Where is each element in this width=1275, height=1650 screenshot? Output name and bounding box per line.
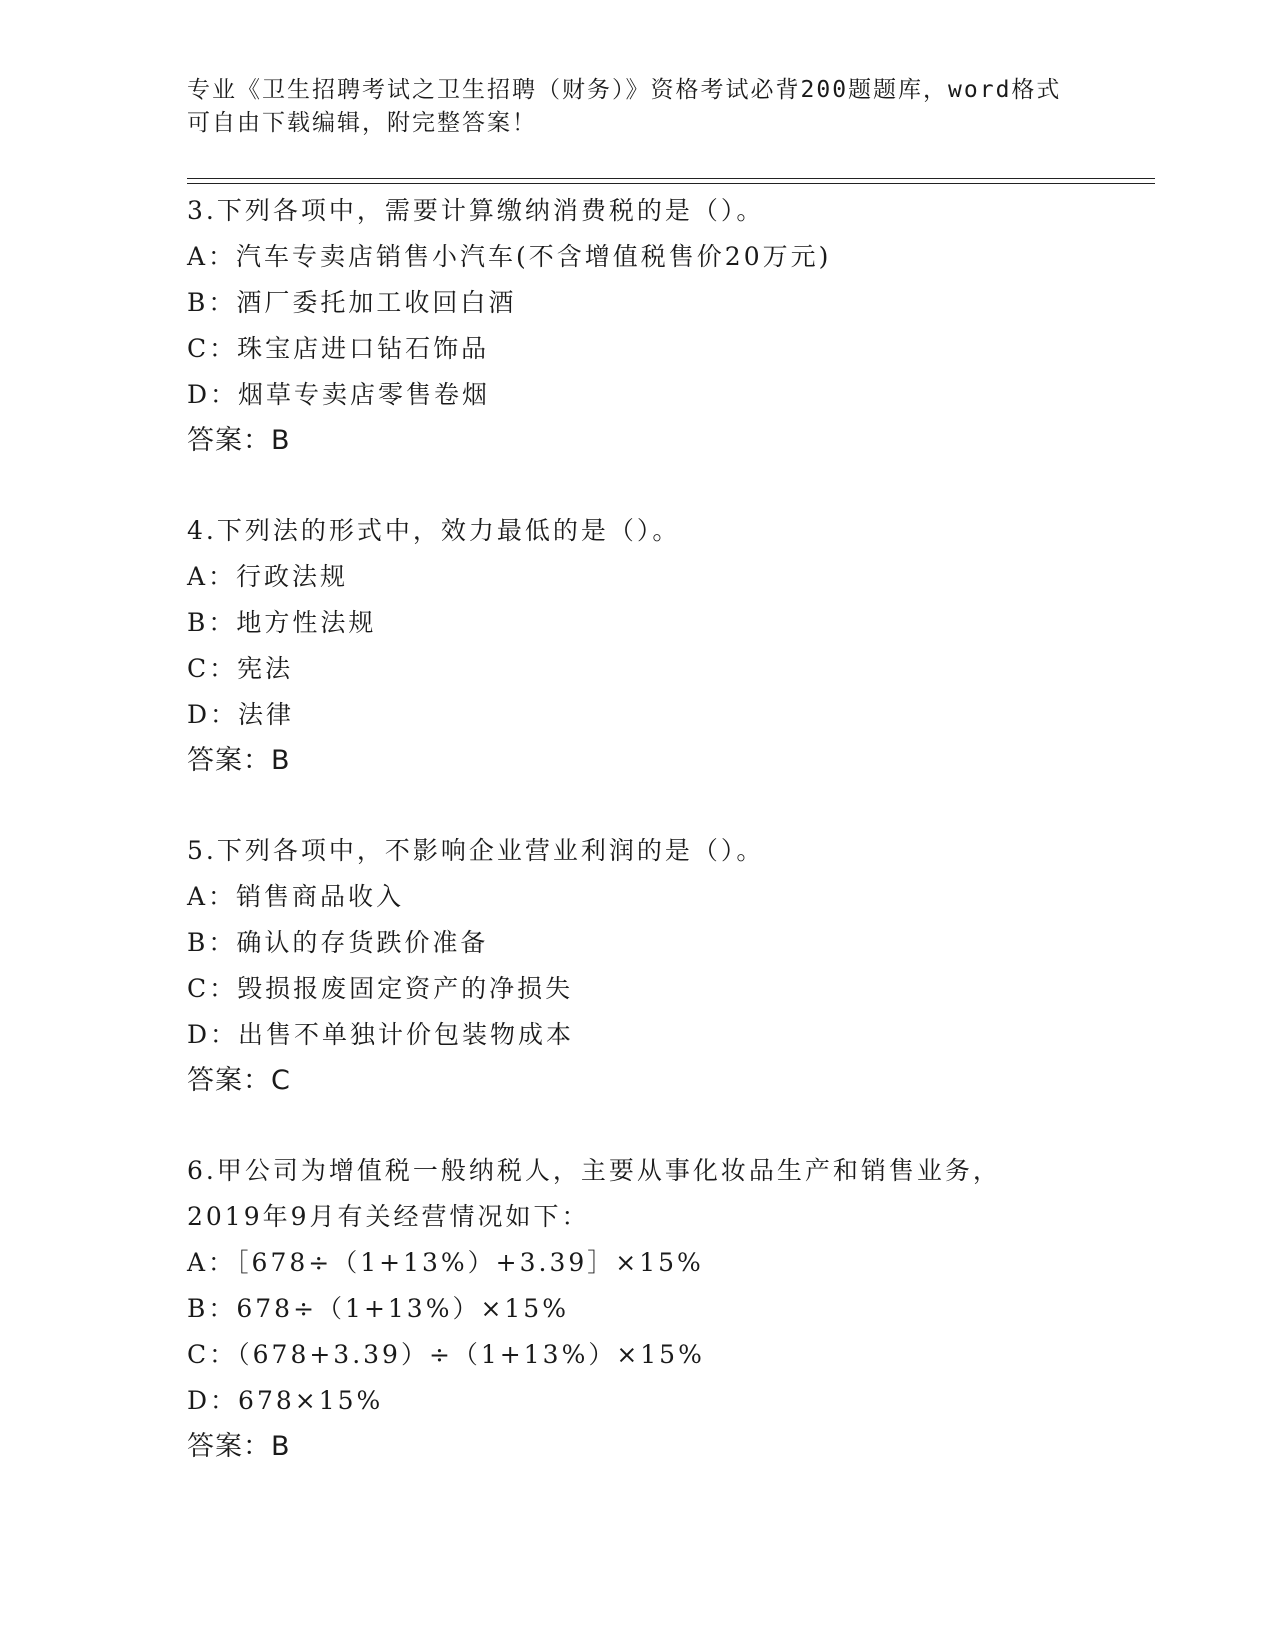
option-d: D：出售不单独计价包装物成本 bbox=[187, 1020, 575, 1049]
header-divider-top bbox=[187, 178, 1155, 179]
option-b: B：678÷（1+13%）×15% bbox=[187, 1294, 569, 1323]
option-c: C：毁损报废固定资产的净损失 bbox=[187, 974, 574, 1003]
option-c: C：宪法 bbox=[187, 654, 294, 683]
option-b: B：地方性法规 bbox=[187, 608, 377, 637]
question-block bbox=[187, 508, 1187, 784]
option-c: C：珠宝店进口钻石饰品 bbox=[187, 334, 490, 363]
option-d: D：法律 bbox=[187, 700, 295, 729]
option-a: A：销售商品收入 bbox=[187, 882, 405, 911]
header-divider-bottom bbox=[187, 183, 1155, 184]
option-d: D：烟草专卖店零售卷烟 bbox=[187, 380, 491, 409]
option-c: C：（678+3.39）÷（1+13%）×15% bbox=[187, 1340, 705, 1369]
header-line-2: 可自由下载编辑，附完整答案！ bbox=[187, 110, 537, 136]
option-b: B：确认的存货跌价准备 bbox=[187, 928, 489, 957]
answer: 答案：B bbox=[187, 425, 291, 456]
question-stem: 4.下列法的形式中，效力最低的是（）。 bbox=[187, 516, 681, 545]
question-stem-continued: 2019年9月有关经营情况如下： bbox=[187, 1202, 590, 1231]
answer: 答案：C bbox=[187, 1065, 291, 1096]
option-a: A：汽车专卖店销售小汽车(不含增值税售价20万元) bbox=[187, 242, 832, 271]
answer: 答案：B bbox=[187, 745, 291, 776]
option-b: B：酒厂委托加工收回白酒 bbox=[187, 288, 517, 317]
question-block bbox=[187, 1148, 1187, 1470]
question-stem: 3.下列各项中，需要计算缴纳消费税的是（）。 bbox=[187, 196, 765, 225]
option-d: D：678×15% bbox=[187, 1386, 384, 1415]
question-block bbox=[187, 828, 1187, 1104]
question-stem: 6.甲公司为增值税一般纳税人，主要从事化妆品生产和销售业务， bbox=[187, 1156, 1001, 1185]
document-header bbox=[187, 74, 1087, 140]
option-a: A：［678÷（1+13%）+3.39］×15% bbox=[187, 1248, 704, 1277]
answer: 答案：B bbox=[187, 1431, 291, 1462]
header-line-1: 专业《卫生招聘考试之卫生招聘（财务）》资格考试必背200题题库，word格式 bbox=[187, 77, 1062, 103]
question-block bbox=[187, 188, 1187, 464]
option-a: A：行政法规 bbox=[187, 562, 349, 591]
question-stem: 5.下列各项中，不影响企业营业利润的是（）。 bbox=[187, 836, 765, 865]
